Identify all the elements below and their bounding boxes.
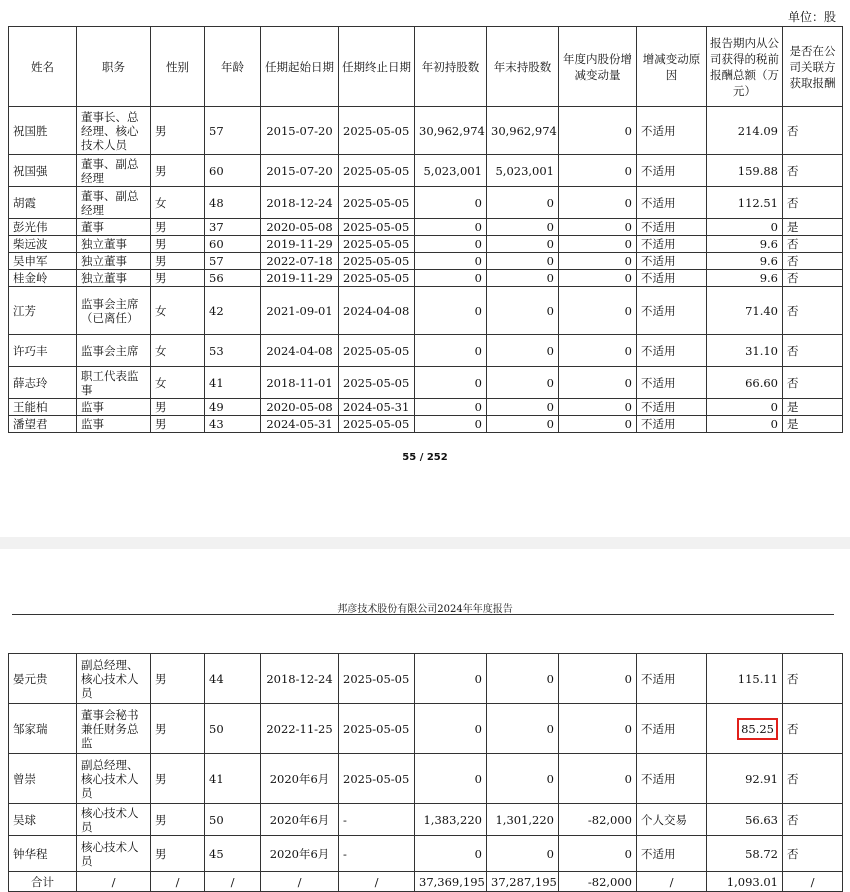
term-end-cell: 2024-05-31: [339, 399, 415, 416]
term-end-cell: 2024-04-08: [339, 287, 415, 335]
header-sex: 性别: [151, 27, 205, 107]
term-end-cell: 2025-05-05: [339, 236, 415, 253]
share-change-cell: 0: [559, 253, 637, 270]
related-pay-cell: 否: [783, 367, 843, 399]
share-change-cell: 0: [559, 416, 637, 433]
related-pay-cell: 否: [783, 155, 843, 187]
age-cell: 48: [205, 187, 261, 219]
end-shares-cell: 37,287,195: [487, 872, 559, 892]
begin-shares-cell: 0: [415, 416, 487, 433]
end-shares-cell: 5,023,001: [487, 155, 559, 187]
term-end-cell: 2025-05-05: [339, 187, 415, 219]
term-start-cell: 2020-05-08: [261, 219, 339, 236]
term-end-cell: 2025-05-05: [339, 155, 415, 187]
share-change-cell: 0: [559, 754, 637, 804]
end-shares-cell: 0: [487, 754, 559, 804]
role-cell: 董事、副总经理: [77, 187, 151, 219]
end-shares-cell: 0: [487, 236, 559, 253]
name-cell: 邹家瑞: [9, 704, 77, 754]
change-reason-cell: 不适用: [637, 287, 707, 335]
name-cell: 薛志玲: [9, 367, 77, 399]
related-pay-cell: 是: [783, 416, 843, 433]
end-shares-cell: 0: [487, 399, 559, 416]
header-term-end: 任期终止日期: [339, 27, 415, 107]
share-change-cell: 0: [559, 236, 637, 253]
table-row: [9, 754, 843, 804]
header-share-change: 年度内股份增减变动量: [559, 27, 637, 107]
related-pay-cell: 是: [783, 219, 843, 236]
related-pay-cell: 否: [783, 107, 843, 155]
sex-cell: 男: [151, 654, 205, 704]
sex-cell: 男: [151, 836, 205, 872]
share-change-cell: 0: [559, 187, 637, 219]
header-divider: [12, 614, 834, 615]
share-change-cell: 0: [559, 335, 637, 367]
related-pay-cell: /: [783, 872, 843, 892]
table-row: [9, 704, 843, 754]
header-related-pay: 是否在公司关联方获取报酬: [783, 27, 843, 107]
term-end-cell: 2025-05-05: [339, 335, 415, 367]
sex-cell: /: [151, 872, 205, 892]
table-row: [9, 654, 843, 704]
end-shares-cell: 0: [487, 335, 559, 367]
name-cell: 吴申军: [9, 253, 77, 270]
highlighted-pay-value: 85.25: [737, 718, 778, 740]
related-pay-cell: 否: [783, 287, 843, 335]
executive-table-page-1: [8, 26, 843, 433]
end-shares-cell: 1,301,220: [487, 804, 559, 836]
share-change-cell: -82,000: [559, 872, 637, 892]
related-pay-cell: 否: [783, 654, 843, 704]
end-shares-cell: 0: [487, 704, 559, 754]
term-start-cell: 2020年6月: [261, 754, 339, 804]
age-cell: 49: [205, 399, 261, 416]
name-cell: 吴球: [9, 804, 77, 836]
pay-cell: 112.51: [707, 187, 783, 219]
page-number: 55 / 252: [402, 452, 448, 463]
term-end-cell: 2025-05-05: [339, 219, 415, 236]
table-row: [9, 416, 843, 433]
term-start-cell: 2018-12-24: [261, 187, 339, 219]
role-cell: 独立董事: [77, 270, 151, 287]
pay-cell: 1,093.01: [707, 872, 783, 892]
term-end-cell: 2025-05-05: [339, 270, 415, 287]
pay-cell: 0: [707, 219, 783, 236]
change-reason-cell: 不适用: [637, 155, 707, 187]
name-cell: 祝国强: [9, 155, 77, 187]
table-row: [9, 270, 843, 287]
table-row: [9, 187, 843, 219]
share-change-cell: 0: [559, 270, 637, 287]
name-cell: 胡霞: [9, 187, 77, 219]
role-cell: 独立董事: [77, 253, 151, 270]
end-shares-cell: 0: [487, 654, 559, 704]
age-cell: /: [205, 872, 261, 892]
begin-shares-cell: 0: [415, 836, 487, 872]
age-cell: 50: [205, 704, 261, 754]
term-start-cell: 2015-07-20: [261, 107, 339, 155]
pay-cell: 115.11: [707, 654, 783, 704]
unit-label: 单位：股: [787, 10, 836, 24]
role-cell: 副总经理、核心技术人员: [77, 754, 151, 804]
end-shares-cell: 0: [487, 219, 559, 236]
end-shares-cell: 0: [487, 187, 559, 219]
sex-cell: 女: [151, 367, 205, 399]
term-start-cell: 2019-11-29: [261, 270, 339, 287]
role-cell: 监事会主席（已离任）: [77, 287, 151, 335]
pay-cell: 56.63: [707, 804, 783, 836]
sex-cell: 女: [151, 187, 205, 219]
related-pay-cell: 否: [783, 704, 843, 754]
begin-shares-cell: 0: [415, 219, 487, 236]
table-row: [9, 107, 843, 155]
term-start-cell: 2020-05-08: [261, 399, 339, 416]
begin-shares-cell: 0: [415, 253, 487, 270]
term-end-cell: -: [339, 804, 415, 836]
total-row: [9, 872, 843, 892]
role-cell: 核心技术人员: [77, 836, 151, 872]
term-end-cell: 2025-05-05: [339, 107, 415, 155]
name-cell: 桂金岭: [9, 270, 77, 287]
term-end-cell: 2025-05-05: [339, 253, 415, 270]
sex-cell: 男: [151, 155, 205, 187]
change-reason-cell: 不适用: [637, 335, 707, 367]
change-reason-cell: 不适用: [637, 416, 707, 433]
share-change-cell: 0: [559, 399, 637, 416]
change-reason-cell: /: [637, 872, 707, 892]
begin-shares-cell: 0: [415, 287, 487, 335]
pay-cell: 31.10: [707, 335, 783, 367]
change-reason-cell: 不适用: [637, 754, 707, 804]
sex-cell: 男: [151, 754, 205, 804]
term-start-cell: 2021-09-01: [261, 287, 339, 335]
term-end-cell: 2025-05-05: [339, 654, 415, 704]
term-end-cell: /: [339, 872, 415, 892]
begin-shares-cell: 5,023,001: [415, 155, 487, 187]
pay-cell: 0: [707, 399, 783, 416]
table-row: [9, 219, 843, 236]
role-cell: 董事、副总经理: [77, 155, 151, 187]
term-start-cell: 2015-07-20: [261, 155, 339, 187]
table-row: [9, 287, 843, 335]
pay-cell: 58.72: [707, 836, 783, 872]
begin-shares-cell: 37,369,195: [415, 872, 487, 892]
change-reason-cell: 不适用: [637, 654, 707, 704]
begin-shares-cell: 0: [415, 654, 487, 704]
begin-shares-cell: 1,383,220: [415, 804, 487, 836]
name-cell: 柴远波: [9, 236, 77, 253]
term-end-cell: 2025-05-05: [339, 367, 415, 399]
header-end-shares: 年末持股数: [487, 27, 559, 107]
header-role: 职务: [77, 27, 151, 107]
page-gap: [0, 537, 850, 549]
executive-table-page-2: [8, 653, 843, 892]
sex-cell: 男: [151, 219, 205, 236]
sex-cell: 男: [151, 236, 205, 253]
sex-cell: 男: [151, 253, 205, 270]
table-row: [9, 399, 843, 416]
term-end-cell: 2025-05-05: [339, 704, 415, 754]
name-cell: 江芳: [9, 287, 77, 335]
header-begin-shares: 年初持股数: [415, 27, 487, 107]
share-change-cell: 0: [559, 155, 637, 187]
related-pay-cell: 否: [783, 236, 843, 253]
age-cell: 42: [205, 287, 261, 335]
term-start-cell: /: [261, 872, 339, 892]
pay-cell: 0: [707, 416, 783, 433]
related-pay-cell: 否: [783, 836, 843, 872]
pay-cell: 159.88: [707, 155, 783, 187]
change-reason-cell: 不适用: [637, 270, 707, 287]
related-pay-cell: 否: [783, 270, 843, 287]
begin-shares-cell: 0: [415, 236, 487, 253]
table-body-page-1: [9, 107, 843, 433]
header-pay: 报告期内从公司获得的税前报酬总额（万元）: [707, 27, 783, 107]
age-cell: 57: [205, 107, 261, 155]
related-pay-cell: 否: [783, 253, 843, 270]
table-row: [9, 155, 843, 187]
end-shares-cell: 0: [487, 367, 559, 399]
age-cell: 44: [205, 654, 261, 704]
table-row: [9, 836, 843, 872]
end-shares-cell: 0: [487, 253, 559, 270]
share-change-cell: 0: [559, 287, 637, 335]
term-start-cell: 2020年6月: [261, 836, 339, 872]
name-cell: 曾崇: [9, 754, 77, 804]
age-cell: 56: [205, 270, 261, 287]
change-reason-cell: 不适用: [637, 219, 707, 236]
sex-cell: 女: [151, 335, 205, 367]
role-cell: 监事会主席: [77, 335, 151, 367]
age-cell: 57: [205, 253, 261, 270]
change-reason-cell: 不适用: [637, 107, 707, 155]
begin-shares-cell: 30,962,974: [415, 107, 487, 155]
age-cell: 43: [205, 416, 261, 433]
role-cell: /: [77, 872, 151, 892]
pay-cell: 9.6: [707, 270, 783, 287]
term-start-cell: 2022-11-25: [261, 704, 339, 754]
header-age: 年龄: [205, 27, 261, 107]
age-cell: 50: [205, 804, 261, 836]
role-cell: 董事会秘书兼任财务总监: [77, 704, 151, 754]
change-reason-cell: 不适用: [637, 836, 707, 872]
table-row: [9, 367, 843, 399]
term-start-cell: 2020年6月: [261, 804, 339, 836]
name-cell: 潘望君: [9, 416, 77, 433]
end-shares-cell: 0: [487, 270, 559, 287]
term-start-cell: 2022-07-18: [261, 253, 339, 270]
end-shares-cell: 0: [487, 836, 559, 872]
term-end-cell: 2025-05-05: [339, 754, 415, 804]
change-reason-cell: 个人交易: [637, 804, 707, 836]
begin-shares-cell: 0: [415, 399, 487, 416]
begin-shares-cell: 0: [415, 754, 487, 804]
end-shares-cell: 30,962,974: [487, 107, 559, 155]
change-reason-cell: 不适用: [637, 399, 707, 416]
end-shares-cell: 0: [487, 416, 559, 433]
share-change-cell: 0: [559, 107, 637, 155]
change-reason-cell: 不适用: [637, 253, 707, 270]
change-reason-cell: 不适用: [637, 236, 707, 253]
sex-cell: 男: [151, 270, 205, 287]
table-row: [9, 253, 843, 270]
age-cell: 37: [205, 219, 261, 236]
begin-shares-cell: 0: [415, 270, 487, 287]
pay-cell: 9.6: [707, 236, 783, 253]
term-end-cell: 2025-05-05: [339, 416, 415, 433]
pay-cell: 9.6: [707, 253, 783, 270]
age-cell: 60: [205, 236, 261, 253]
header-name: 姓名: [9, 27, 77, 107]
term-start-cell: 2024-04-08: [261, 335, 339, 367]
role-cell: 副总经理、核心技术人员: [77, 654, 151, 704]
pay-cell: 71.40: [707, 287, 783, 335]
sex-cell: 女: [151, 287, 205, 335]
header-term-start: 任期起始日期: [261, 27, 339, 107]
change-reason-cell: 不适用: [637, 367, 707, 399]
related-pay-cell: 否: [783, 187, 843, 219]
role-cell: 监事: [77, 416, 151, 433]
table-row: [9, 804, 843, 836]
role-cell: 董事: [77, 219, 151, 236]
sex-cell: 男: [151, 416, 205, 433]
role-cell: 董事长、总经理、核心技术人员: [77, 107, 151, 155]
share-change-cell: 0: [559, 219, 637, 236]
name-cell: 钟华程: [9, 836, 77, 872]
change-reason-cell: 不适用: [637, 187, 707, 219]
age-cell: 53: [205, 335, 261, 367]
related-pay-cell: 否: [783, 335, 843, 367]
term-start-cell: 2018-12-24: [261, 654, 339, 704]
term-start-cell: 2018-11-01: [261, 367, 339, 399]
name-cell: 许巧丰: [9, 335, 77, 367]
table-header-row: [9, 27, 843, 107]
share-change-cell: -82,000: [559, 804, 637, 836]
role-cell: 独立董事: [77, 236, 151, 253]
role-cell: 监事: [77, 399, 151, 416]
begin-shares-cell: 0: [415, 187, 487, 219]
table-row: [9, 236, 843, 253]
sex-cell: 男: [151, 704, 205, 754]
sex-cell: 男: [151, 107, 205, 155]
role-cell: 核心技术人员: [77, 804, 151, 836]
end-shares-cell: 0: [487, 287, 559, 335]
related-pay-cell: 是: [783, 399, 843, 416]
term-start-cell: 2019-11-29: [261, 236, 339, 253]
sex-cell: 男: [151, 804, 205, 836]
pay-cell: 214.09: [707, 107, 783, 155]
table-body-page-2: [9, 654, 843, 892]
role-cell: 职工代表监事: [77, 367, 151, 399]
pay-cell: 92.91: [707, 754, 783, 804]
name-cell: 祝国胜: [9, 107, 77, 155]
age-cell: 60: [205, 155, 261, 187]
name-cell: 晏元贵: [9, 654, 77, 704]
share-change-cell: 0: [559, 836, 637, 872]
pay-cell: [707, 704, 783, 754]
name-cell: 彭光伟: [9, 219, 77, 236]
change-reason-cell: 不适用: [637, 704, 707, 754]
name-cell: 合计: [9, 872, 77, 892]
related-pay-cell: 否: [783, 754, 843, 804]
age-cell: 41: [205, 367, 261, 399]
header-change-reason: 增减变动原因: [637, 27, 707, 107]
table-row: [9, 335, 843, 367]
age-cell: 41: [205, 754, 261, 804]
term-start-cell: 2024-05-31: [261, 416, 339, 433]
sex-cell: 男: [151, 399, 205, 416]
pay-cell: 66.60: [707, 367, 783, 399]
begin-shares-cell: 0: [415, 704, 487, 754]
term-end-cell: -: [339, 836, 415, 872]
related-pay-cell: 否: [783, 804, 843, 836]
begin-shares-cell: 0: [415, 335, 487, 367]
share-change-cell: 0: [559, 367, 637, 399]
age-cell: 45: [205, 836, 261, 872]
share-change-cell: 0: [559, 704, 637, 754]
begin-shares-cell: 0: [415, 367, 487, 399]
name-cell: 王能柏: [9, 399, 77, 416]
share-change-cell: 0: [559, 654, 637, 704]
page-header: 邦彦技术股份有限公司2024年年度报告: [337, 604, 513, 615]
